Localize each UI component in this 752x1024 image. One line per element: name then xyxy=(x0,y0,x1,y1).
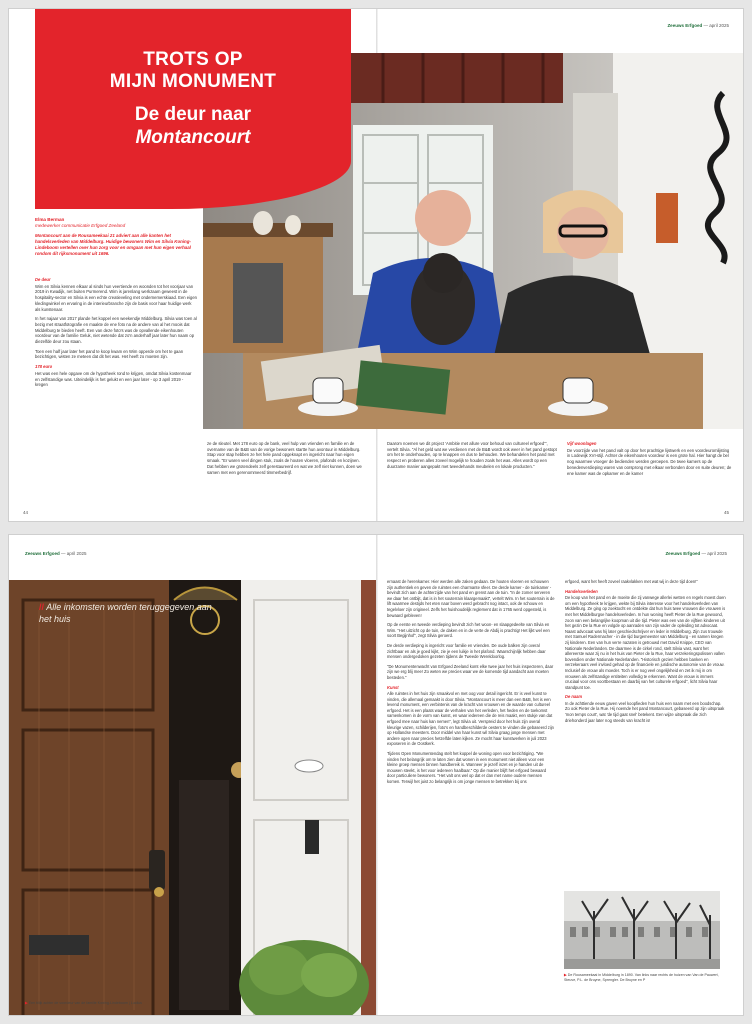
paragraph: De naam In de achttiende eeuw gaven veel koopfieden hun huis een naam met een boodschap. Zo ook Pieter de la Rue. Hij noemde het pand Montancourt, gebaseerd op zijn uitspraak 'mon temps court', wat 'de tijd gaat snel' betekent. Een wijze uitspraak die zich driehonderd jaar later nog steeds van kracht is! xyxy=(565,694,725,723)
paragraph: Kunst Alle ruimtes in het huis zijn smaakvol en met oog voor detail ingericht. Er is veel kunst te vinden, die allemaal gemaakt is door Silvia. "Montancourt is meer dan een B&B, het is een levend monument, een verbintenis van de kracht van vrouwen en de waarde van cultureel erfgoed. Het is een plaats waar de verhalen van het verleden, het heden en de toekomst samenkomen in de vorm van kunst, en waar iedereen die de reis maakt, een stukje van dat erfgoed mee naar huis kan nemen", legt Silvia uit. Verspreid door het huis zijn overal kleurige vazen, schilderijen, foto's en handbeschilderde oesters te vinden die gebaseerd zijn op Hollandse meesters. Door middel van haar kunst wil Silvia graag jonge mensen met andere ogen naar precies hetzelfde laten kijken. Ze mocht haar kunstwerken in juli 2023 exposeren in de Oostkerk. xyxy=(387,684,554,747)
photo-caption-right: ▶ De Rousameekaai in Middelburg in 1890. Van links naar rechts de huizen van Van de Pauwert, Steuve, P.L. de Bruyne, Sprengler. De Bruyne en P xyxy=(564,973,719,982)
text-column-2: ze de sleutel. Met 178 euro op de bank, veel hulp van vrienden en familie en de overname van de B&B van de vorige bewoners startte hun avontuur in Middelburg. Stap voor stap hebben ze het hele pand opgeknapt en ingericht naar hun eigen smaak. "Er waren veel dingen stuk, zoals de houten vloeren, plafonds en kozijnen. Dat hebben we grotendeels zelf gerestaureerd en wat we zelf niet kunnen, doen we samen met een gerenommeerd timmerbedrijf. xyxy=(207,441,362,475)
pull-quote: // Alle inkomsten worden teruggegeven aan het huis xyxy=(39,602,212,624)
page-number-right: 45 xyxy=(723,510,729,515)
paragraph: Toen een half jaar later het pand te koop kwam en Wim opperde om het te gaan bezichtigen, wisten ze meteen dat dit het was. Het heeft zo moeten zijn. xyxy=(35,348,184,360)
author-role: medewerker communicatie Erfgoed Zeeland xyxy=(35,223,126,228)
article-title: De deur naar Montancourt xyxy=(134,104,252,148)
text-column-3: Daarom noemen we dit project 'Ambitie met allure voor behoud van cultureel erfgoed'", vertelt Silvia. "Al het geld wat we verdienen met de B&B wordt ook weer in het pand gestopt om het te onderhouden, op te knappen en dus te behouden. We behandelen het pand met respect en proberen alles zoveel mogelijk te houden zoals het was. Alles wordt op een duurzame manier aangepakt met tweedehands meubelen en lokale producten." xyxy=(387,441,557,469)
paragraph: Handelsverleden De koop van het pand en de moeite die zij vanwege allerlei wetten en regels moest doen om een hypotheek te krijgen, wekte bij Silvia interesse voor het handelsverleden van Middelburg. Ze ging op zoektocht en ontdekte dat hun huis twee vrouwen die vrouwen is met het Middelburgse handelsverleden. In hun woning heeft Pieter de la Rue gewoond, zoon van een belangrijke koopman uit die tijd. Pieter was een van de vijftien kinderen uit het gezin De la Rue en volgde op aanraden van zijn vader de opleiding tot advocaat. Naast advocaat was hij later geschiedschrijver en leder in Middelburg. Zijn zus trouwde met Samuel Radermacher - in die tijd burgemeester van Middelburg - en samen kregen zij kinderen. Een van hun verre nazaten is getrouwd met David Knippe, CEO van Nationale Nederlanden. De daarmee is de cirkel rond, stelt Silvia vast, want het allereerste waar zij nu in het huis van Pieter de la Rue, haar verzekeringspolissen vallen bovendien onder Nationale Nederlanden. "Historisch gezien hebben banken en verzekeraars veel invloed gehad op de financiele en juridische autonomie van de vrouw. Inclusief de vrouw als moeder. Toch is er nog veel ongelijkheid en zet ik mij in om vrouwen als zelfstandige entiteiten volledig te erkennen. Want de vrouw is immers cruciaal voor ons voortbestaan en daarbij van het culturele erfgoed", licht Silvia haar standpunt toe. xyxy=(565,588,726,690)
paragraph: erfgoed, want het heeft zoveel raakvlakken met wat wij in deze tijd doen!" xyxy=(565,579,698,584)
historic-street-photo xyxy=(564,891,720,969)
header-brand: Zeeuws Erfgoed xyxy=(667,23,703,28)
photo-caption-left: ▶ Een blijk achter de voordeur van de familie Koning-Lindeboom | Lucilus xyxy=(25,1001,142,1005)
page-gutter xyxy=(376,535,378,1015)
article-intro: Montancourt aan de Rousameekaai 21 adviert aan alle kanten het handelsverleden van Middelburg. Huidige bewoners Wim en Silvia Koning-Lindeboom vertellen over hun zorg voor en omgaan met hun eigen verhaal rondom dit rijksmonument uit 1696. xyxy=(35,233,191,256)
text-column-4: Vijf woonlagen De voorzijde van het pand valt op door het prachtige lijstwerk en een voordeuromlijsting in Lodewijk XVI-stijl. Achter de eikenhouten voordeur is een grote hal. Hier hangt de bel nog waarmee vroeger de bedienden werden geroepen. De twee kamers op de benedenverdieping waren van oorsprong met elkaar verbonden door en suite deuren; de ene kamer was de opkamer en de kamer xyxy=(567,441,732,476)
paragraph: In het najaar van 2017 plande het koppel een weekendje Middelburg. Silvia was toen al bezig met straatfotografie en maakte de ene foto na de andere van al het moois dat Middelburg te bieden heeft. Een van deze foto's was de opvallende eikenhouten voordeur van de familie Geluk, niet wetende dat zo'n anderhalf jaar later hun naam op diezelfde deur zou staan. xyxy=(35,316,197,345)
door-image xyxy=(9,580,376,1016)
paragraph: "De Monumentenwacht van Erfgoed Zeeland komt elke twee jaar het huis inspecteren, daar zijn we erg blij mee! Zo weten we precies waar we de komende tijd aandacht aan moeten besteden." xyxy=(387,663,554,680)
series-title: TROTS OP MIJN MONUMENT xyxy=(109,49,277,92)
historic-image xyxy=(564,891,720,969)
author-byline xyxy=(35,217,125,229)
text-column-1 xyxy=(35,277,197,392)
page-number-left: 44 xyxy=(23,510,29,515)
magazine-spread-bottom xyxy=(8,534,744,1016)
paragraph: De derde verdieping is ingericht voor familie en vrienden. De oude balken zijn overal zichtbaar en als je goed kijkt, zie je een luikje in het plafond. Waarschijnlijk hebben daar mensen ondergedoken gezeten tijdens de Tweede Wereldoorlog. xyxy=(387,642,546,660)
magazine-spread-top xyxy=(8,8,744,522)
running-header-left: Zeeuws Erfgoed — april 2025 xyxy=(25,551,87,556)
author-name: Elma Berman xyxy=(35,217,65,222)
header-date: april 2025 xyxy=(709,23,729,28)
front-door-photo xyxy=(9,580,376,1016)
text-column-2 xyxy=(565,579,727,727)
paragraph: ernaast de herenkamer. Hier werden alle zaken gedaan. De houten vloeren en schouwen zijn authentiek en geven de ruimtes een charmante sfeer. De derde kamer - de tuinkamer - bevindt zich aan de achterzijde van het pand en grenst aan de tuin. "In de zomer serveren we daar het ontbijt, dat is in het souterrain klaargemaakt", vertelt Wim. In het souterrain is de lift waarmee destijds het eten naar boven werd gebracht nog intact, ook de schouw en tegelvloer zijn origineel. Zelfs het huishoudelijk reglement dat in 1765 werd opgesteld, is bewaard gebleven! xyxy=(387,579,555,618)
running-header-right: Zeeuws Erfgoed — april 2025 xyxy=(667,23,729,28)
text-column-1 xyxy=(387,579,555,789)
paragraph: Tijdens Open Monumentendag stelt het koppel de woning open voor bezichtiging. "We vinden het belangrijk om te laten zien dat wonen in een monument niet alleen voor een kleine groep mensen binnen handbereik is. Wanneer je jezelf inzet en je handen uit de mouwen steekt, is het voor iedereen haalbaar." Op die manier blijft het erfgoed bewaard door particuliere bewoners. "Het valt ons wel op dat er dan met name oudere mensen komen. Terwijl het juist zo belangrijk is om jonge mensen te betrekken bij ons xyxy=(387,751,547,784)
running-header-right: Zeeuws Erfgoed — april 2025 xyxy=(665,551,727,556)
paragraph: De deur Wim en Silvia kennen elkaar al sinds hun veertiende en woonden tot het voorjaar van 2019 in Kwadijk, net buiten Purmerend. Wim is jarenlang werkzaam geweest in de hospitality-sector en Silvia is een echte creatieveling met ondernemerskiaad. Een eigen kledingwinkel en ervaring in de interieurbranche zijn de basis voor haar huidige werk als kunstenaar. xyxy=(35,277,198,312)
paragraph: Op de eerste en tweede verdieping bevindt zich het woon- en slaapgedeelte van Silvia en Wim. "Het uitzicht op de tuin, de daken en in de verte de Abdij is prachtig! Het lijkt wel een soort Begijnhof", zegt Silvia geroerd. xyxy=(387,622,550,639)
paragraph: 178 euro Het was een hele opgave om de hypotheek rond te krijgen, omdat Silvia kostenmaar en zelfstandige was. Uiteindelijk is het gelukt en een jaar later - op 3 april 2019 - kregen xyxy=(35,364,192,388)
